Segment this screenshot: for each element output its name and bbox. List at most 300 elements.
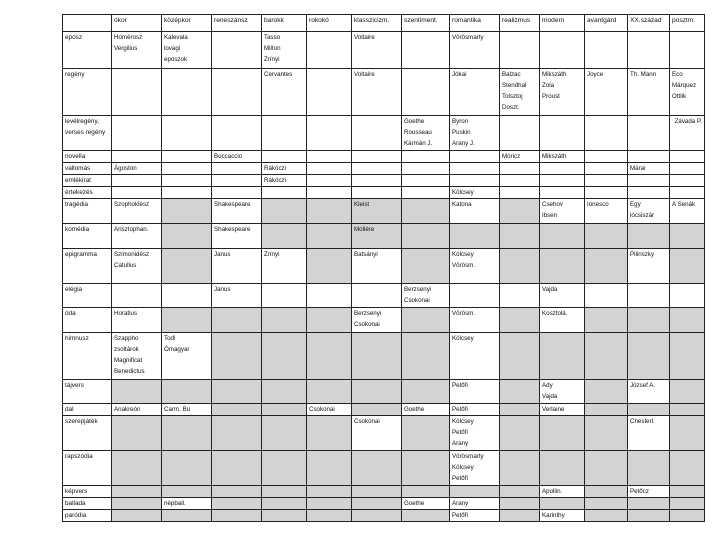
table-cell (162, 404, 212, 416)
author-entry: Tasso (264, 34, 281, 41)
author-entry: Kölcsey (452, 418, 474, 425)
table-cell (585, 224, 628, 249)
table-cell (212, 333, 262, 380)
table-cell (352, 69, 402, 116)
table-cell (585, 486, 628, 498)
table-cell (162, 308, 212, 333)
author-entry: eposzok (164, 56, 188, 63)
table-row (63, 416, 705, 451)
table-cell (500, 199, 540, 224)
author-entry: Petőfi (452, 382, 468, 389)
author-entry: Eco (672, 71, 683, 78)
author-entry: Berzsenyi (404, 286, 432, 293)
table-cell (585, 151, 628, 163)
table-cell (262, 69, 307, 116)
table-cell (262, 151, 307, 163)
table-cell (585, 249, 628, 284)
table-cell (112, 116, 162, 151)
author-entry: Kármán J. (404, 140, 433, 147)
table-row (63, 486, 705, 498)
table-cell (307, 151, 352, 163)
author-entry: Janus (214, 286, 231, 293)
table-cell (112, 404, 162, 416)
table-cell (162, 199, 212, 224)
table-cell (500, 486, 540, 498)
table-cell (262, 308, 307, 333)
table-cell (402, 416, 450, 451)
author-entry: Kalevala (164, 34, 188, 41)
author-entry: Kölcsey (452, 464, 474, 471)
table-cell (628, 224, 670, 249)
table-cell (112, 451, 162, 486)
table-cell (450, 175, 500, 187)
author-entry: Szappho (114, 335, 139, 342)
table-cell (500, 333, 540, 380)
row-label: tájvers (63, 380, 112, 404)
table-cell (585, 199, 628, 224)
table-cell (162, 32, 212, 69)
table-cell (500, 284, 540, 308)
table-cell (307, 249, 352, 284)
table-cell (307, 451, 352, 486)
table-cell (585, 404, 628, 416)
table-cell (352, 151, 402, 163)
author-entry: Ady (542, 382, 553, 389)
table-cell (212, 486, 262, 498)
table-cell (628, 486, 670, 498)
table-cell (402, 224, 450, 249)
table-cell (112, 69, 162, 116)
table-cell (450, 224, 500, 249)
table-cell (162, 116, 212, 151)
author-entry: Vörösmarty (452, 34, 484, 41)
table-cell (540, 187, 585, 199)
row-label-line: levélregény, (65, 118, 99, 125)
table-cell (402, 451, 450, 486)
table-cell (500, 451, 540, 486)
author-entry: Petőfi (452, 406, 468, 413)
table-cell (352, 486, 402, 498)
author-entry: Karinthy (542, 512, 565, 519)
author-entry: Arisztophan. (114, 226, 149, 233)
author-entry: Csehov (542, 201, 563, 208)
author-entry: Szimonidész (114, 251, 150, 258)
table-cell (628, 199, 670, 224)
author-entry: Ottlik (672, 93, 687, 100)
author-entry: Csokonai (354, 321, 380, 328)
table-cell (628, 284, 670, 308)
table-cell (628, 308, 670, 333)
table-cell (585, 32, 628, 69)
table-cell (262, 486, 307, 498)
table-cell (500, 510, 540, 522)
table-cell (500, 498, 540, 510)
author-entry: Kölcsey (452, 189, 474, 196)
author-entry: Proust (542, 93, 560, 100)
row-label: emlékirat (63, 175, 112, 187)
table-cell (112, 333, 162, 380)
author-entry: Vajda (542, 393, 558, 400)
author-entry: Pilinszky (630, 251, 655, 258)
author-entry: Kleist (354, 201, 370, 208)
table-cell (262, 333, 307, 380)
table-cell (162, 486, 212, 498)
table-cell (162, 224, 212, 249)
table-cell (450, 116, 500, 151)
table-cell (540, 308, 585, 333)
row-label: epigramma (63, 249, 112, 284)
table-cell (402, 333, 450, 380)
table-cell (628, 69, 670, 116)
table-cell (402, 187, 450, 199)
column-header: reneszánsz (212, 15, 262, 32)
author-entry: Csokonai (354, 418, 380, 425)
author-entry: Szophoklész (114, 201, 150, 208)
table-row (63, 380, 705, 404)
table-cell (212, 224, 262, 249)
table-cell (450, 163, 500, 175)
table-cell (670, 416, 705, 451)
table-cell (670, 333, 705, 380)
author-entry: Zrínyi (264, 251, 280, 258)
table-cell (212, 308, 262, 333)
table-cell (262, 380, 307, 404)
table-cell (402, 308, 450, 333)
author-entry: Goethe (404, 118, 425, 125)
author-entry: Jókai (452, 71, 467, 78)
table-cell (585, 416, 628, 451)
row-label: novella (63, 151, 112, 163)
table-cell (262, 163, 307, 175)
table-cell (540, 451, 585, 486)
table-cell (162, 163, 212, 175)
table-cell (352, 163, 402, 175)
row-label: vallomás (63, 163, 112, 175)
author-entry: Homérosz (114, 34, 143, 41)
column-header: XX.század (628, 15, 670, 32)
table-cell (112, 308, 162, 333)
table-cell (402, 249, 450, 284)
row-label: regény (63, 69, 112, 116)
table-cell (307, 187, 352, 199)
table-cell (352, 224, 402, 249)
table-cell (212, 187, 262, 199)
table-cell (500, 175, 540, 187)
column-header: modern (540, 15, 585, 32)
table-cell (352, 249, 402, 284)
table-cell (307, 416, 352, 451)
column-header: romantika (450, 15, 500, 32)
row-label: komédia (63, 224, 112, 249)
table-cell (307, 380, 352, 404)
table-cell (540, 175, 585, 187)
table-row (63, 163, 705, 175)
table-cell (500, 308, 540, 333)
table-cell (352, 380, 402, 404)
table-cell (628, 175, 670, 187)
table-cell (628, 163, 670, 175)
table-cell (162, 187, 212, 199)
author-entry: Petőfi (452, 429, 468, 436)
table-cell (307, 486, 352, 498)
table-cell (307, 333, 352, 380)
table-cell (352, 451, 402, 486)
author-entry: Móricz (502, 153, 521, 160)
table-cell (112, 510, 162, 522)
table-cell (585, 187, 628, 199)
table-cell (628, 32, 670, 69)
table-cell (402, 486, 450, 498)
table-cell (212, 199, 262, 224)
table-row (63, 451, 705, 486)
table-cell (307, 284, 352, 308)
table-cell (585, 116, 628, 151)
author-entry: Boccaccio (214, 153, 243, 160)
table-cell (540, 416, 585, 451)
author-entry: Goethe (404, 500, 425, 507)
table-cell (670, 284, 705, 308)
author-entry: Mikszáth (542, 71, 567, 78)
table-row (63, 249, 705, 284)
table-cell (307, 510, 352, 522)
author-entry: Katona (452, 201, 472, 208)
author-entry: Csokonai (309, 406, 335, 413)
table-cell (540, 224, 585, 249)
table-cell (670, 199, 705, 224)
author-entry: Puskin (452, 129, 471, 136)
table-row (63, 69, 705, 116)
table-cell (670, 224, 705, 249)
author-entry: Vajda (542, 286, 558, 293)
table-cell (670, 510, 705, 522)
author-entry: Arany (452, 500, 469, 507)
table-cell (450, 451, 500, 486)
table-cell (402, 498, 450, 510)
table-cell (628, 451, 670, 486)
table-cell (628, 380, 670, 404)
table-cell (540, 510, 585, 522)
author-entry: Mikszáth (542, 153, 567, 160)
author-entry: Byron (452, 118, 469, 125)
column-header: posztm. (670, 15, 705, 32)
table-cell (162, 175, 212, 187)
author-entry: Tolsztoj (502, 93, 523, 100)
table-cell (670, 380, 705, 404)
author-entry: Závada P. (674, 118, 702, 125)
table-cell (262, 451, 307, 486)
table-cell (162, 498, 212, 510)
table-cell (212, 451, 262, 486)
author-entry: Doszt. (502, 104, 520, 111)
table-cell (628, 510, 670, 522)
row-label: tragédia (63, 199, 112, 224)
author-entry: Rákóczi (264, 165, 287, 172)
author-entry: Márquez (672, 82, 697, 89)
table-cell (540, 404, 585, 416)
row-label: dal (63, 404, 112, 416)
table-cell (212, 151, 262, 163)
column-header: realizmus (500, 15, 540, 32)
table-cell (628, 416, 670, 451)
author-entry: Egy (630, 201, 641, 208)
table-cell (500, 163, 540, 175)
author-entry: Ágoston (114, 165, 137, 172)
table-cell (450, 284, 500, 308)
table-cell (402, 510, 450, 522)
table-cell (670, 486, 705, 498)
row-label: rapszódia (63, 451, 112, 486)
table-cell (670, 175, 705, 187)
table-cell (628, 187, 670, 199)
table-cell (262, 32, 307, 69)
author-entry: Ionesco (587, 201, 609, 208)
table-cell (670, 451, 705, 486)
table-cell (402, 175, 450, 187)
table-row (63, 333, 705, 380)
author-entry: Janus (214, 251, 231, 258)
table-cell (212, 498, 262, 510)
author-entry: Vergilius (114, 45, 138, 52)
table-cell (212, 404, 262, 416)
table-cell (500, 116, 540, 151)
header-row (63, 15, 705, 32)
table-cell (352, 175, 402, 187)
author-entry: Kölcsey (452, 251, 474, 258)
table-row (63, 498, 705, 510)
author-entry: Stendhal (502, 82, 527, 89)
column-header: rokokó (307, 15, 352, 32)
column-header: klasszicizm. (352, 15, 402, 32)
table-cell (585, 284, 628, 308)
table-cell (162, 69, 212, 116)
table-cell (352, 510, 402, 522)
author-entry: Csokonai (404, 297, 430, 304)
column-header: avantgárd (585, 15, 628, 32)
column-header: ókor (112, 15, 162, 32)
table-cell (112, 175, 162, 187)
table-cell (450, 187, 500, 199)
table-cell (500, 32, 540, 69)
author-entry: Berzsenyi (354, 310, 382, 317)
table-cell (307, 163, 352, 175)
table-cell (585, 175, 628, 187)
table-cell (212, 249, 262, 284)
table-row (63, 32, 705, 69)
table-cell (112, 151, 162, 163)
table-cell (402, 199, 450, 224)
table-cell (352, 32, 402, 69)
table-cell (670, 163, 705, 175)
table-row (63, 199, 705, 224)
table-cell (112, 284, 162, 308)
row-label: elégia (63, 284, 112, 308)
author-entry: Cervantes (264, 71, 293, 78)
table-cell (352, 187, 402, 199)
row-label: himnusz (63, 333, 112, 380)
table-cell (262, 416, 307, 451)
author-entry: Ómagyar (164, 346, 190, 353)
author-entry: József A. (630, 382, 656, 389)
author-entry: Rousseau (404, 129, 432, 136)
table-cell (540, 380, 585, 404)
table-cell (585, 498, 628, 510)
table-cell (500, 69, 540, 116)
table-row (63, 308, 705, 333)
table-cell (162, 380, 212, 404)
table-cell (450, 486, 500, 498)
table-cell (162, 451, 212, 486)
author-entry: Vörösm. (452, 262, 476, 269)
table-cell (162, 333, 212, 380)
table-cell (540, 498, 585, 510)
table-cell (670, 69, 705, 116)
table-cell (212, 284, 262, 308)
table-cell (540, 32, 585, 69)
table-cell (450, 333, 500, 380)
table-cell (402, 32, 450, 69)
table-cell (540, 486, 585, 498)
author-entry: Magnificat (114, 357, 143, 364)
table-cell (500, 416, 540, 451)
table-row (63, 116, 705, 151)
table-cell (212, 416, 262, 451)
table-row (63, 187, 705, 199)
table-cell (212, 380, 262, 404)
table-cell (450, 249, 500, 284)
table-cell (670, 404, 705, 416)
author-entry: Anakreón (114, 406, 141, 413)
table-cell (112, 416, 162, 451)
author-entry: Arany J. (452, 140, 475, 147)
table-cell (585, 308, 628, 333)
column-header: szentiment. (402, 15, 450, 32)
table-cell (500, 224, 540, 249)
row-label: képvers (63, 486, 112, 498)
author-entry: Benedictus (114, 368, 145, 375)
table-cell (307, 32, 352, 69)
table-cell (540, 333, 585, 380)
genre-era-table (62, 14, 705, 522)
author-entry: Milton (264, 45, 281, 52)
table-cell (540, 151, 585, 163)
table-cell (112, 163, 162, 175)
table-cell (628, 116, 670, 151)
row-label: szerepjáték (63, 416, 112, 451)
table-cell (585, 69, 628, 116)
table-cell (450, 416, 500, 451)
table-cell (162, 510, 212, 522)
table-cell (112, 486, 162, 498)
author-entry: Balzac (502, 71, 521, 78)
table-cell (450, 404, 500, 416)
table-cell (352, 199, 402, 224)
table-cell (352, 416, 402, 451)
table-cell (500, 151, 540, 163)
table-cell (262, 404, 307, 416)
row-label: óda (63, 308, 112, 333)
table-cell (262, 249, 307, 284)
table-cell (352, 333, 402, 380)
table-cell (450, 498, 500, 510)
author-entry: Vörösmarty (452, 453, 484, 460)
column-header: középkor (162, 15, 212, 32)
table-cell (112, 224, 162, 249)
author-entry: Petőfi (452, 512, 468, 519)
author-entry: Molière (354, 226, 375, 233)
author-entry: Verlaine (542, 406, 565, 413)
table-cell (352, 116, 402, 151)
table-cell (162, 416, 212, 451)
